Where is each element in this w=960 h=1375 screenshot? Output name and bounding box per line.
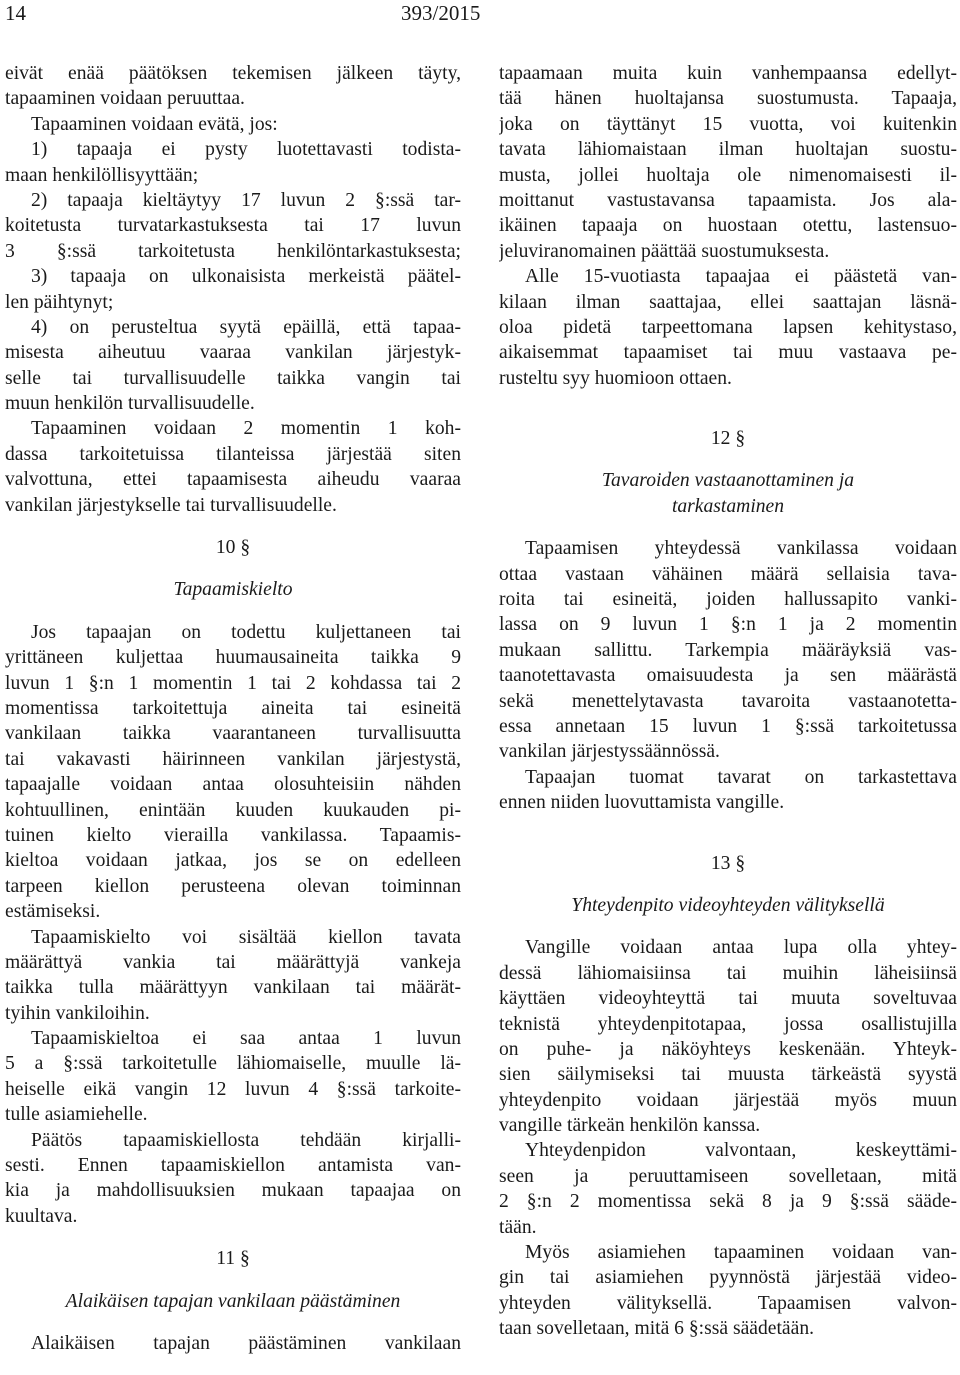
text-line: tarpeen kiellon perusteena olevan toiminnan [5, 875, 461, 897]
spacer [5, 560, 461, 577]
text-line: sien säilymiseksi tai muusta tärkeästä syystä [499, 1064, 957, 1086]
right-column [499, 61, 957, 1342]
text-line: estämiseksi. [5, 901, 101, 923]
text-line: Yhteydenpidon valvontaan, keskeyttämi- [525, 1140, 957, 1162]
text-line: kohtuullinen, enintään kuuden kuukauden pi- [5, 799, 461, 821]
text-line: dessä lähiomaisiinsa tai muihin läheisiinsä [499, 962, 957, 984]
text-line: taanotettavasta omaisuudesta ja sen määrästä [499, 665, 957, 687]
section-heading: Alaikäisen tapajan vankilaan päästäminen [65, 1290, 401, 1312]
text-line: sekä menettelytavasta tavaroita vastaanotetta- [499, 690, 957, 712]
text-line: kilaan ilman saattajaa, ellei saattajan läsnä- [499, 291, 957, 313]
text-line: dassa tarkoitetuissa tilanteissa järjestää siten [5, 443, 461, 465]
text-line: yrittäneen kuljettaa huumausaineita taikka 9 [5, 647, 461, 669]
text-line: tai vakavasti häirinneen vankilan järjestystä, [5, 748, 461, 770]
left-column [5, 61, 461, 1356]
text-line: Vangille voidaan antaa lupa olla yhtey- [525, 937, 957, 959]
text-line: tuinen kielto vierailla vankilassa. Tapaamis- [5, 824, 461, 846]
text-line: 2 §:n 2 momentissa sekä 8 ja 9 §:ssä sääde- [499, 1191, 957, 1213]
text-line: Tapaamiskielto voi sisältää kiellon tavata [31, 926, 461, 948]
text-line: 5 a §:ssä tarkoitetulle lähiomaiselle, muulle lä- [5, 1053, 461, 1075]
text-line: yhteydenpito voidaan järjestää myös muun [499, 1089, 957, 1111]
text-line: moittanut vastustavansa tapaamista. Jos ala- [499, 189, 957, 211]
text-line: Alle 15-vuotiasta tapaajaa ei päästetä van- [525, 266, 957, 288]
spacer [499, 918, 957, 935]
text-line: valvottuna, ettei tapaamisesta aiheudu vaaraa [5, 469, 461, 491]
text-line: teknistä yhteydenpitotapaa, jossa osallistujilla [499, 1013, 957, 1035]
spacer [499, 451, 957, 468]
text-line: seen ja peruuttamiseen sovelletaan, mitä [499, 1165, 957, 1187]
text-line: luvun 1 §:n 1 momentin 1 tai 2 kohdassa tai 2 [5, 672, 461, 694]
section-heading: Yhteydenpito videoyhteyden välityksellä [571, 894, 885, 916]
section-heading: Tapaamiskielto [173, 579, 293, 601]
text-line: misesta aiheutuu vaaraa vankilan järjestyk- [5, 342, 461, 364]
document-number: 393/2015 [401, 1, 481, 25]
text-line: vankilaan taikka vaarantaneen turvallisuutta [5, 723, 461, 745]
text-line: Tapaaminen voidaan 2 momentin 1 koh- [31, 418, 461, 440]
text-line: vangille tärkeän henkilön kanssa. [499, 1115, 761, 1137]
text-line: 3 §:ssä tarkoitetusta henkilöntarkastuksesta; [5, 240, 461, 262]
text-line: mukaan sallittu. Tarkempia määräyksiä vas- [499, 639, 957, 661]
text-line: tulle asiamiehelle. [5, 1104, 148, 1126]
text-line: tavata lähiomaistaan ilman huoltajan suostu- [499, 139, 957, 161]
text-line: ikäinen tapaaja on huostaan otettu, lastensuo- [499, 215, 957, 237]
text-line: len päihtynyt; [5, 291, 114, 313]
text-line: ennen niiden luovuttamista vangille. [499, 792, 785, 814]
text-line: kieltoa voidaan jatkaa, jos se on edelleen [5, 850, 461, 872]
text-line: on puhe- ja näköyhteys keskenään. Yhteyk- [499, 1038, 957, 1060]
section-number: 11 § [216, 1248, 250, 1270]
text-line: lassa on 9 luvun 1 §:n 1 ja 2 momentin [499, 614, 957, 636]
text-line: heiselle eikä vangin 12 luvun 4 §:ssä tarkoite- [5, 1078, 461, 1100]
text-line: tään. [499, 1216, 537, 1238]
spacer [5, 1272, 461, 1289]
text-line: 2) tapaaja kieltäytyy 17 luvun 2 §:ssä tar- [31, 189, 461, 211]
text-line: vankilan järjestyssäännössä. [499, 741, 720, 763]
text-line: Tapaajan tuomat tavarat on tarkastettava [525, 766, 957, 788]
text-line: tapaajalle voidaan antaa olosuhteisiin nähden [5, 774, 461, 796]
text-line: selle tai turvallisuudelle taikka vangin tai [5, 367, 461, 389]
text-line: essa annetaan 15 luvun 1 §:ssä tarkoitetussa [499, 715, 957, 737]
text-line: roita tai esineitä, joiden hallussapito vanki- [499, 589, 957, 611]
text-line: Tapaaminen voidaan evätä, jos: [31, 113, 278, 135]
section-number: 13 § [710, 852, 746, 874]
spacer [499, 519, 957, 536]
text-line: oloa pidetä tarpeettomana lapsen kehitystaso, [499, 316, 957, 338]
text-line: koitetusta turvatarkastuksesta tai 17 luvun [5, 215, 461, 237]
text-line: sesti. Ennen tapaamiskiellon antamista van- [5, 1155, 461, 1177]
text-line: taikka tulla määrättyyn vankilaan tai määrät- [5, 977, 461, 999]
text-line: maan henkilöllisyyttään; [5, 164, 199, 186]
text-line: käyttäen videoyhteyttä tai muuta soveltuvaa [499, 988, 957, 1010]
text-line: Myös asiamiehen tapaaminen voidaan van- [525, 1242, 957, 1264]
text-line: tapaaminen voidaan peruuttaa. [5, 88, 245, 110]
section-heading: tarkastaminen [671, 495, 785, 517]
text-line: yhteyden välityksellä. Tapaamisen valvon- [499, 1292, 957, 1314]
spacer [5, 1314, 461, 1331]
text-line: taan sovelletaan, mitä 6 §:ssä säädetään. [499, 1318, 815, 1340]
text-line: 1) tapaaja ei pysty luotettavasti todista- [31, 139, 461, 161]
text-line: gin tai asiamiehen pyynnöstä järjestää video- [499, 1267, 957, 1289]
text-line: kuultava. [5, 1205, 78, 1227]
text-line: Päätös tapaamiskiellosta tehdään kirjalli- [31, 1129, 461, 1151]
page-number: 14 [5, 1, 26, 25]
text-line: tää hänen huoltajansa suostumusta. Tapaaja, [499, 88, 957, 110]
text-line: eivät enää päätöksen tekemisen jälkeen täyty, [5, 63, 461, 84]
text-line: tapaamaan muita kuin vanhempaansa edellyt- [499, 63, 957, 84]
text-line: vankilan järjestykselle tai turvallisuudelle. [5, 494, 337, 516]
text-line: tyihin vankiloihin. [5, 1002, 150, 1024]
section-number: 10 § [215, 537, 251, 559]
spacer [499, 876, 957, 893]
section-heading: Tavaroiden vastaanottaminen ja [601, 470, 855, 492]
spacer [5, 603, 461, 620]
text-line: Tapaamisen yhteydessä vankilassa voidaan [525, 538, 957, 560]
text-line: jeluviranomainen päättää suostumuksesta. [499, 240, 830, 262]
text-line: Jos tapaajan on todettu kuljettaneen tai [31, 621, 461, 643]
text-line: momentissa tarkoitettuja aineita tai esineitä [5, 697, 461, 719]
text-line: rusteltu syy huomioon ottaen. [499, 367, 732, 389]
text-line: määrättyä vankia tai määrättyjä vankeja [5, 951, 461, 973]
text-line: kia ja mahdollisuuksien mukaan tapaajaa on [5, 1180, 461, 1202]
text-line: 4) on perusteltua syytä epäillä, että tapaa- [31, 316, 461, 338]
spacer [5, 518, 461, 535]
text-line: musta, jollei huoltaja ole nimenomaisesti il- [499, 164, 957, 186]
text-line: Alaikäisen tapajan päästäminen vankilaan [31, 1332, 461, 1354]
text-line: 3) tapaaja on ulkonaisista merkeistä päätel- [31, 266, 461, 288]
spacer [499, 391, 957, 426]
text-line: aikaisemmat tapaamiset tai muu vastaava pe- [499, 342, 957, 364]
section-number: 12 § [710, 428, 746, 450]
text-line: joka on täyttänyt 15 vuotta, voi kuitenkin [499, 113, 957, 135]
text-line: Tapaamiskieltoa ei saa antaa 1 luvun [31, 1028, 461, 1050]
text-line: muun henkilön turvallisuudelle. [5, 393, 255, 415]
text-line: ottaa vastaan vähäinen määrä sellaisia tava- [499, 563, 957, 585]
spacer [5, 1229, 461, 1246]
spacer [499, 816, 957, 851]
